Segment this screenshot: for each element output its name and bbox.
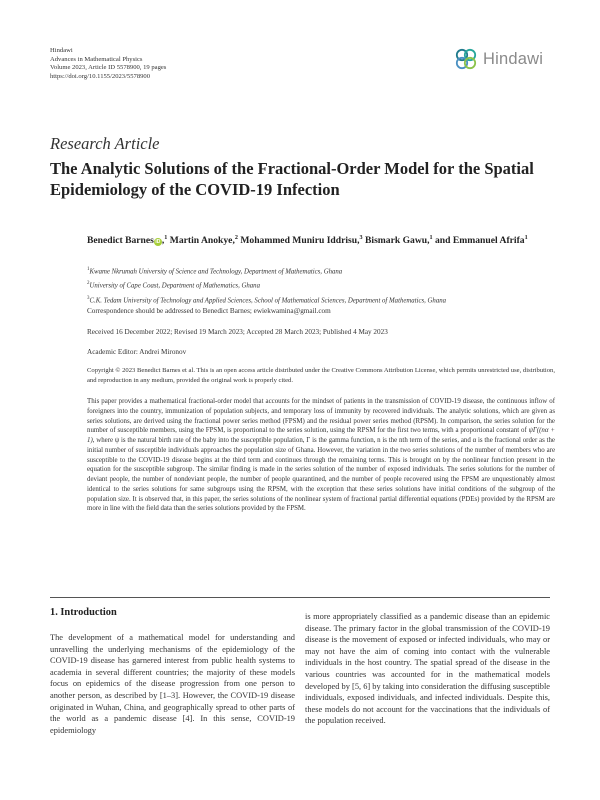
author-name[interactable]: Benedict Barnes [87, 235, 154, 247]
introduction-heading: 1. Introduction [50, 607, 117, 618]
author-affiliation-marker: 1 [429, 234, 433, 241]
orcid-icon[interactable]: iD [155, 239, 161, 246]
correspondence: Correspondence should be addressed to Benedict Barnes; ewiekwamina@gmail.com [87, 307, 331, 315]
journal-name: Advances in Mathematical Physics [50, 55, 143, 63]
hindawi-logo-icon [454, 47, 478, 71]
author-affiliation-marker: 2 [234, 234, 238, 241]
volume-line: Volume 2023, Article ID 5578900, 19 pages [50, 64, 167, 72]
abstract-formula: ψΓ((nα + 1) [87, 427, 555, 444]
author-name[interactable]: Emmanuel Afrifa [452, 235, 525, 247]
abstract-part-2: , where ψ is the natural birth rate of the baby into the susceptible population, Γ is the gamma function, n is the nth term of the series, and α is the fractional order as the initial number of susceptible individuals approaches the population size of Ghana. However, the variation in the two series solutions of the number of members who are susceptible to the COVID-19 disease begins at the third term and continues through the remaining terms. This is brought on by the nonlinear function present in the equation for the susceptible subgroup. The similar finding is made in the series solution of the number of exposed individuals. The series solutions for the number of deviant people, the number of nondeviant people, the number of people quarantined, and the number of people recovered using the FPSM are unquestionably almost identical to the series solutions for same subgroups using the RPSM, with the exception that these series solutions have initial conditions of the subgroup of the population size. It is observed that, in this paper, the series solutions of the nonlinear system of fractional partial differential equations (PDEs) provided by the RPSM are more in line with the field data than the series solutions provided by the FPSM. [87, 437, 555, 513]
author-name[interactable]: Martin Anokye [169, 235, 233, 247]
hindawi-logo [454, 47, 543, 71]
author-list: Benedict Barnes iD ,$^1$ Martin Anokye,$^2$ Mohammed Muniru Iddrisu,$^3$ Bismark Gawu,$^1$ and Emmanuel Afrifa$^1$ [87, 234, 528, 247]
author-name[interactable]: Bismark Gawu [365, 235, 428, 247]
author-affiliation-marker: 1 [164, 234, 168, 241]
introduction-left-column: The development of a mathematical model for understanding and unravelling the underlying mechanisms of the epidemiology of the COVID-19 disease has garnered interest from public health systems to academia in several different countries; the majority of these models focus on epidemics of the disease progression from one person to another person, as described by [1–3]. However, the COVID-19 disease originated in Wuhan, China, and geographically spread to other parts of the world as a pandemic disease [4]. In this sense, COVID-19 epidemiology [50, 633, 295, 735]
logo-text: Hindawi [483, 49, 544, 68]
publication-dates: Received 16 December 2022; Revised 19 March 2023; Accepted 28 March 2023; Published 4 May 2023 [87, 328, 388, 336]
introduction-right-column: is more appropriately classified as a pandemic disease than an epidemic disease. The primary factor in the global transmission of the COVID-19 disease is the movement of exposed or infected individuals, who may or may not have the aim of coming into contact with the vulnerable individuals in the host country. The spatial spread of the disease in the various countries was accounted for in the mathematical models developed by [5, 6] by taking into consideration the diffusing susceptible individuals, exposed individuals, and infected individuals. Despite this, these models do not account for the vaccinations that the individuals of the population received. [305, 612, 550, 726]
abstract [87, 397, 555, 514]
author-affiliation-marker: 3 [359, 234, 363, 241]
paper-title: The Analytic Solutions of the Fractional-Order Model for the Spatial Epidemiology of the COVID-19 Infection [50, 159, 534, 199]
affiliation-item: $^3$C.K. Tedam University of Technology and Applied Sciences, School of Mathematical Sciences, Department of Mathematics, Ghana [87, 295, 447, 305]
section-divider [50, 597, 550, 598]
affiliation-item: $^2$University of Cape Coast, Department of Mathematics, Ghana [87, 281, 260, 290]
author-name[interactable]: Mohammed Muniru Iddrisu [240, 235, 358, 247]
publisher-name: Hindawi [50, 47, 73, 54]
affiliation-item: $^1$Kwame Nkrumah University of Science and Technology, Department of Mathematics, Ghana [87, 267, 343, 276]
article-type: Research Article [50, 134, 160, 153]
abstract-part-1: This paper provides a mathematical fractional-order model that accounts for the mindset of patients in the transmission of COVID-19 disease, the continuous inflow of foreigners into the country, immunization of population subjects, and temporary loss of immunity by recovered individuals. The analytic solutions, which are given as series solutions, are derived using the fractional power series method (FPSM) and the residual power series method (RPSM). In comparison, the series solution for the number of susceptible members, using the FPSM, is proportional to the series solution, using the RPSM for the first two terms, with a proportional constant of [87, 398, 555, 435]
academic-editor: Academic Editor: Andrei Mironov [87, 348, 187, 356]
affiliations [87, 264, 567, 307]
doi-link[interactable]: https://doi.org/10.1155/2023/5578900 [50, 72, 151, 80]
author-affiliation-marker: 1 [524, 234, 528, 241]
journal-metadata [50, 47, 166, 81]
copyright-notice: Copyright © 2023 Benedict Barnes et al. This is an open access article distributed under the Creative Commons Attribution License, which permits unrestricted use, distribution, and reproduction in any medium, provided the original work is properly cited. [87, 367, 555, 384]
